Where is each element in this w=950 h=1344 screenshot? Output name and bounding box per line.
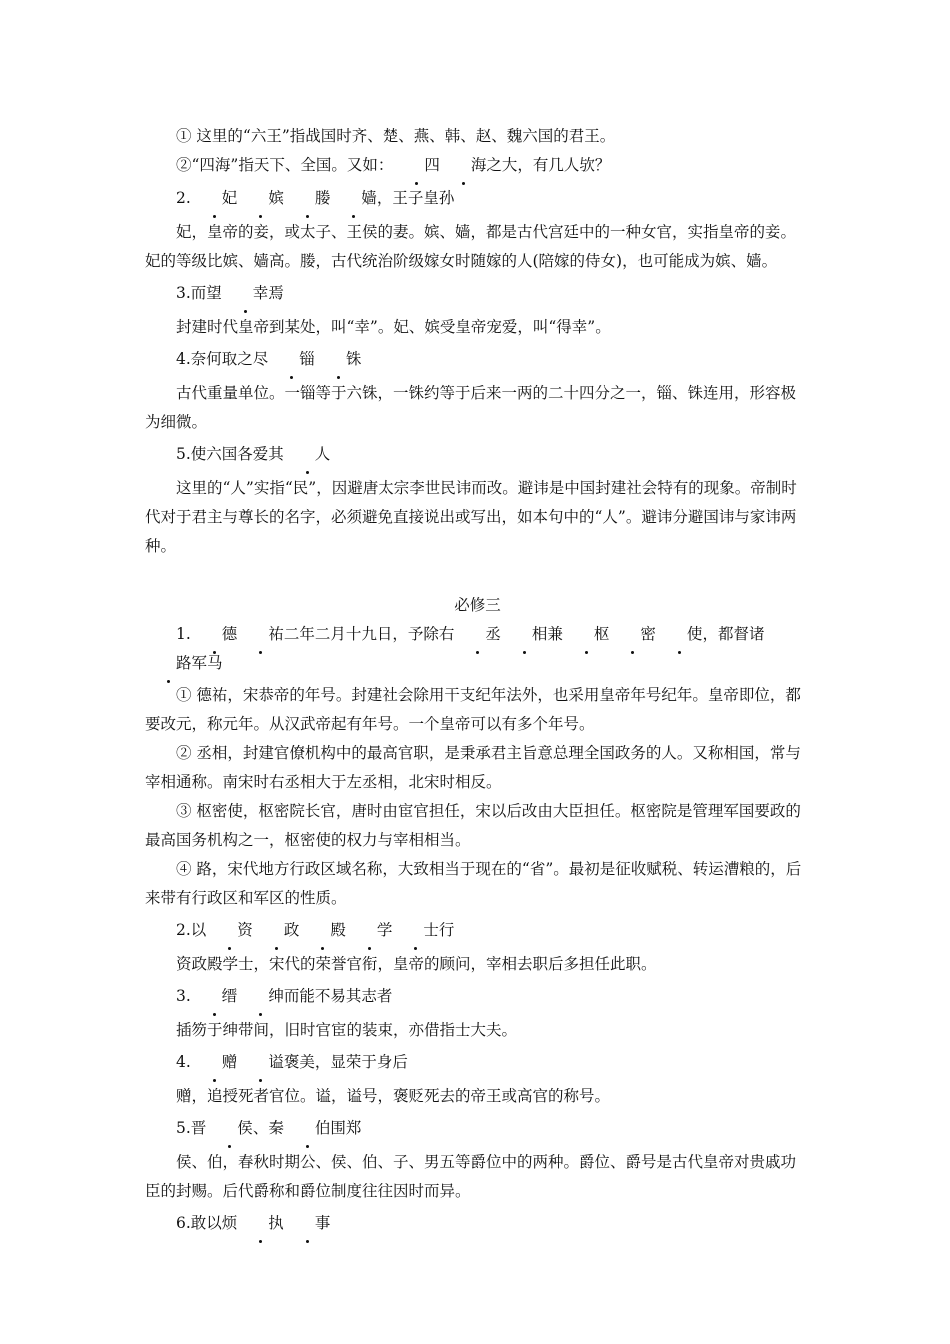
heading-item-4 bbox=[145, 345, 810, 374]
heading-text: ，王子皇孙 bbox=[376, 189, 455, 207]
emphasized-char: 执 bbox=[237, 1209, 284, 1238]
body-item-2: 妃，皇帝的妾，或太子、王侯的妻。嫔、嫱，都是古代宫廷中的一种女官，实指皇帝的妾。妃的等级比嫔、嫱高。媵，古代统治阶级嫁女时随嫁的人(陪嫁的侍女)，也可能成为嫔、嫱。 bbox=[145, 223, 797, 270]
emphasized-char: 赠 bbox=[191, 1048, 238, 1077]
emphasized-char: 事 bbox=[284, 1209, 331, 1238]
heading-text: 围郑 bbox=[330, 1119, 362, 1137]
heading-text: ，都督诸 bbox=[702, 625, 765, 643]
emphasized-char: 嫔 bbox=[237, 184, 284, 213]
heading-text: 兼 bbox=[547, 625, 563, 643]
note-text: ②“四海”指天下、全国。又如： bbox=[176, 156, 394, 174]
heading-text: 而能不易其志者 bbox=[283, 987, 393, 1005]
heading-item-3 bbox=[145, 279, 810, 308]
note-s1-3: ③ 枢密使，枢密院长官，唐时由宦官担任，宋以后改由大臣担任。枢密院是管理军国要政的最高国务机构之一，枢密使的权力与宰相相当。 bbox=[145, 802, 801, 849]
heading-item-2 bbox=[145, 184, 810, 213]
heading-text: 、秦 bbox=[252, 1119, 284, 1137]
emphasized-char: 谥 bbox=[237, 1048, 284, 1077]
body-s5: 侯、伯，春秋时期公、侯、伯、子、男五等爵位中的两种。爵位、爵号是古代皇帝对贵戚功臣的封赐。后代爵称和爵位制度往往因时而异。 bbox=[145, 1153, 797, 1200]
note-four-seas bbox=[145, 151, 810, 180]
emphasized-char: 相 bbox=[501, 620, 548, 649]
heading-text: 2.以 bbox=[176, 921, 207, 939]
item-number: 1. bbox=[176, 625, 191, 643]
heading-s5 bbox=[145, 1114, 810, 1143]
note-s1-2: ② 丞相，封建官僚机构中的最高官职，是秉承君主旨意总理全国政务的人。又称相国，常与宰相通称。南宋时右丞相大于左丞相，北宋时相反。 bbox=[145, 744, 801, 791]
heading-item-5 bbox=[145, 440, 810, 469]
heading-text: 4.奈何取之尽 bbox=[176, 350, 269, 368]
heading-text: 军马 bbox=[191, 654, 223, 672]
body-s3: 插笏于绅带间，旧时官宦的装束，亦借指士大夫。 bbox=[176, 1021, 518, 1039]
heading-text: 4. bbox=[176, 1053, 191, 1071]
emphasized-char: 锱 bbox=[268, 345, 315, 374]
emphasized-char: 祐 bbox=[237, 620, 284, 649]
emphasized-char: 德 bbox=[191, 620, 238, 649]
heading-text: 行 bbox=[438, 921, 455, 939]
heading-text: 6.敢以烦 bbox=[176, 1214, 238, 1232]
emphasized-char: 人 bbox=[284, 440, 331, 469]
heading-text: 二年二月十九日，予除右 bbox=[283, 625, 455, 643]
emphasized-char: 海 bbox=[440, 151, 487, 180]
emphasized-char: 政 bbox=[253, 916, 300, 945]
emphasized-char: 四 bbox=[393, 151, 440, 180]
heading-s6 bbox=[145, 1209, 810, 1238]
body-s2: 资政殿学士，宋代的荣誉官衔，皇帝的顾问，宰相去职后多担任此职。 bbox=[176, 955, 657, 973]
emphasized-char: 枢 bbox=[563, 620, 610, 649]
note-s1-4: ④ 路，宋代地方行政区域名称，大致相当于现在的“省”。最初是征收赋税、转运漕粮的，后来带有行政区和军区的性质。 bbox=[145, 860, 802, 907]
emphasized-char: 伯 bbox=[284, 1114, 331, 1143]
note-six-kings: ① 这里的“六王”指战国时齐、楚、燕、韩、赵、魏六国的君王。 bbox=[176, 127, 616, 145]
heading-text: 焉 bbox=[268, 284, 284, 302]
note-s1-1: ① 德祐，宋恭帝的年号。封建社会除用干支纪年法外，也采用皇帝年号纪年。皇帝即位，都要改元，称元年。从汉武帝起有年号。一个皇帝可以有多个年号。 bbox=[145, 686, 801, 733]
body-item-3: 封建时代皇帝到某处，叫“幸”。妃、嫔受皇帝宠爱，叫“得幸”。 bbox=[176, 318, 611, 336]
section-title: 必修三 bbox=[454, 596, 501, 614]
emphasized-char: 殿 bbox=[299, 916, 346, 945]
emphasized-char: 绅 bbox=[237, 982, 284, 1011]
emphasized-char: 媵 bbox=[284, 184, 331, 213]
heading-text: 褒美，显荣于身后 bbox=[283, 1053, 408, 1071]
body-item-4: 古代重量单位。一锱等于六铢，一铢约等于后来一两的二十四分之一，锱、铢连用，形容极为细微。 bbox=[145, 384, 797, 431]
emphasized-char: 使 bbox=[656, 620, 703, 649]
emphasized-char: 铢 bbox=[315, 345, 362, 374]
emphasized-char: 妃 bbox=[191, 184, 238, 213]
emphasized-char: 学 bbox=[346, 916, 393, 945]
emphasized-char: 侯 bbox=[206, 1114, 253, 1143]
heading-s3 bbox=[145, 982, 810, 1011]
heading-text: 5.使六国各爱其 bbox=[176, 445, 284, 463]
emphasized-char: 嫱 bbox=[330, 184, 377, 213]
heading-text: 5.晋 bbox=[176, 1119, 207, 1137]
body-s4: 赠，追授死者官位。谥，谥号，褒贬死去的帝王或高官的称号。 bbox=[176, 1087, 611, 1105]
emphasized-char: 资 bbox=[206, 916, 253, 945]
emphasized-char: 密 bbox=[609, 620, 656, 649]
heading-s1 bbox=[145, 620, 810, 678]
emphasized-char: 路 bbox=[145, 649, 192, 678]
emphasized-char: 缙 bbox=[191, 982, 238, 1011]
heading-s2 bbox=[145, 916, 810, 945]
body-item-5: 这里的“人”实指“民”，因避唐太宗李世民讳而改。避讳是中国封建社会特有的现象。帝制时代对于君主与尊长的名字，必须避免直接说出或写出，如本句中的“人”。避讳分避国讳与家讳两种。 bbox=[145, 479, 797, 555]
note-text: 之大，有几人欤？ bbox=[486, 156, 611, 174]
heading-text: 3.而望 bbox=[176, 284, 222, 302]
emphasized-char: 士 bbox=[392, 916, 439, 945]
emphasized-char: 丞 bbox=[454, 620, 501, 649]
emphasized-char: 幸 bbox=[222, 279, 269, 308]
item-number: 2. bbox=[176, 189, 191, 207]
heading-s4 bbox=[145, 1048, 810, 1077]
heading-text: 3. bbox=[176, 987, 191, 1005]
